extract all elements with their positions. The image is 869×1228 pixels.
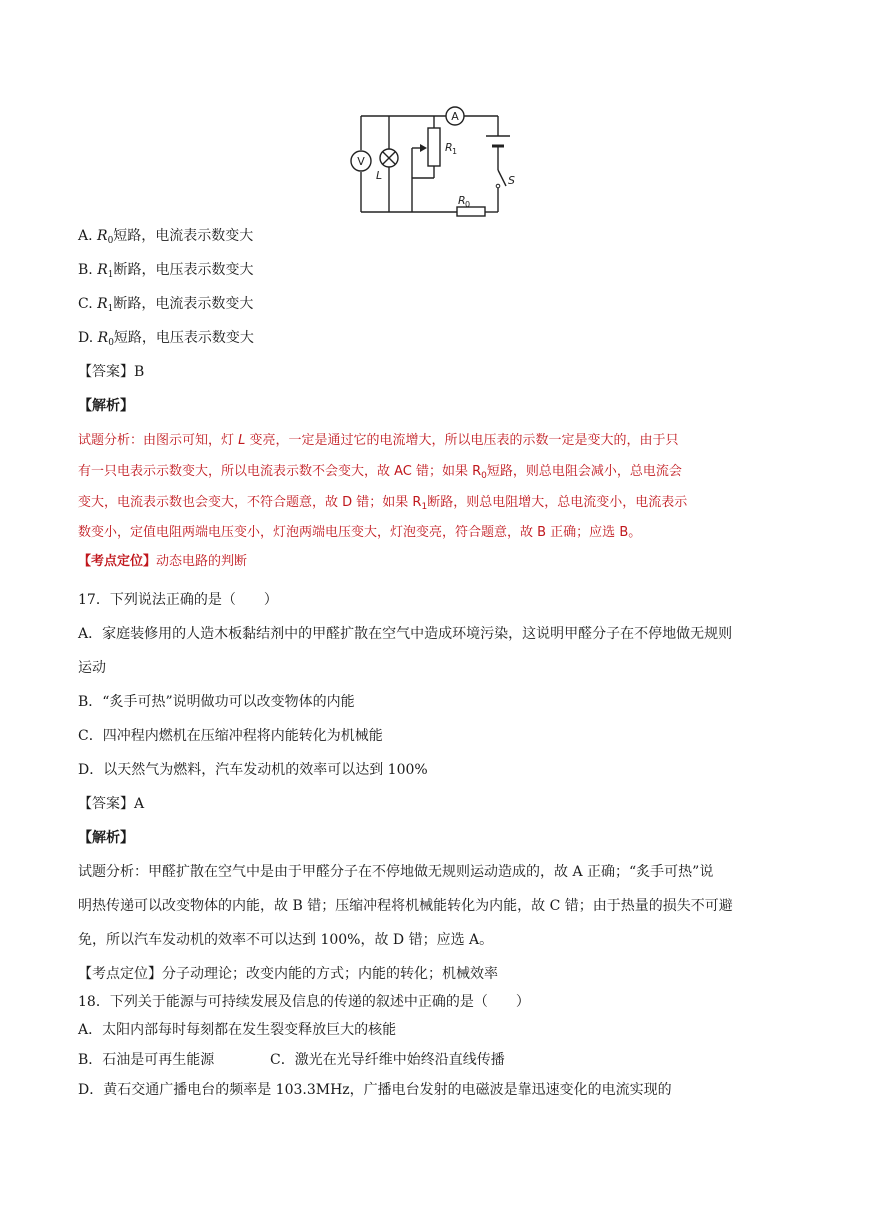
q17-option-a-line-2: 运动: [78, 660, 106, 676]
switch-label: S: [508, 174, 515, 187]
q17-option-a-line-1: A．家庭装修用的人造木板黏结剂中的甲醛扩散在空气中造成环境污染，这说明甲醛分子在不停地做无规则: [78, 626, 733, 642]
q17-analysis-line-1: 试题分析：甲醛扩散在空气中是由于甲醛分子在不停地做无规则运动造成的，故 A 正确；“炙手可热”说: [78, 864, 714, 880]
q17-stem: 17．下列说法正确的是（ ）: [78, 592, 278, 608]
rheostat-label: R: [445, 141, 453, 154]
rheostat-symbol: [428, 128, 440, 166]
q16-answer: 【答案】B: [78, 364, 145, 380]
resistor-subscript: 0: [465, 200, 471, 209]
circuit-diagram: [340, 100, 530, 220]
q16-analysis-line-1: 试题分析：由图示可知，灯 L 变亮，一定是通过它的电流增大，所以电压表的示数一定是变大的，由于只: [78, 433, 679, 448]
q16-option-a: A. $R_0$短路，电流表示数变大: [78, 228, 254, 246]
q16-option-c: C. $R_1$断路，电流表示数变大: [78, 296, 254, 314]
q18-stem: 18．下列关于能源与可持续发展及信息的传递的叙述中正确的是（ ）: [78, 994, 530, 1010]
q18-option-b: B．石油是可再生能源: [78, 1052, 215, 1068]
q18-option-a: A．太阳内部每时每刻都在发生裂变释放巨大的核能: [78, 1022, 397, 1038]
q18-option-d: D．黄石交通广播电台的频率是 103.3MHz，广播电台发射的电磁波是靠迅速变化的电流实现的: [78, 1082, 672, 1098]
q16-analysis-line-3: 变大，电流表示数也会变大，不符合题意，故 D 错；如果 $R_1$断路，则总电阻增大，总电流变小，电流表示: [78, 495, 688, 512]
q16-analysis-label: 【解析】: [78, 398, 134, 414]
q16-key-point: 【考点定位】动态电路的判断: [78, 554, 248, 569]
q17-option-c: C．四冲程内燃机在压缩冲程将内能转化为机械能: [78, 728, 383, 744]
voltmeter-label: V: [357, 155, 365, 168]
q16-analysis-line-2: 有一只电表示示数变大，所以电流表示数不会变大，故 AC 错；如果 $R_0$短路，则总电阻会减小，总电流会: [78, 464, 682, 481]
lamp-label: L: [376, 169, 383, 182]
q16-option-d: D. $R_0$短路，电压表示数变大: [78, 330, 254, 348]
q17-key-point: 【考点定位】分子动理论；改变内能的方式；内能的转化；机械效率: [78, 966, 498, 982]
q17-answer: 【答案】A: [78, 796, 145, 812]
slider-arrow: [420, 144, 427, 152]
q17-option-d: D．以天然气为燃料，汽车发动机的效率可以达到 100%: [78, 762, 428, 778]
resistor-symbol: [457, 207, 485, 216]
q17-option-b: B．“炙手可热”说明做功可以改变物体的内能: [78, 694, 355, 710]
q17-analysis-label: 【解析】: [78, 830, 134, 846]
ammeter-label: A: [451, 110, 459, 123]
q17-analysis-line-3: 免，所以汽车发动机的效率不可以达到 100%，故 D 错；应选 A。: [78, 932, 494, 948]
q17-analysis-line-2: 明热传递可以改变物体的内能，故 B 错；压缩冲程将机械能转化为内能，故 C 错；由于热量的损失不可避: [78, 898, 733, 914]
q16-analysis-line-4: 数变小，定值电阻两端电压变小，灯泡两端电压变大，灯泡变亮，符合题意，故 B 正确；应选 B。: [78, 525, 642, 540]
rheostat-subscript: 1: [452, 147, 458, 156]
resistor-label: R: [458, 194, 466, 207]
q16-option-b: B. $R_1$断路，电压表示数变大: [78, 262, 254, 280]
switch-lever: [498, 170, 506, 186]
q18-option-c: C．激光在光导纤维中始终沿直线传播: [270, 1052, 505, 1068]
